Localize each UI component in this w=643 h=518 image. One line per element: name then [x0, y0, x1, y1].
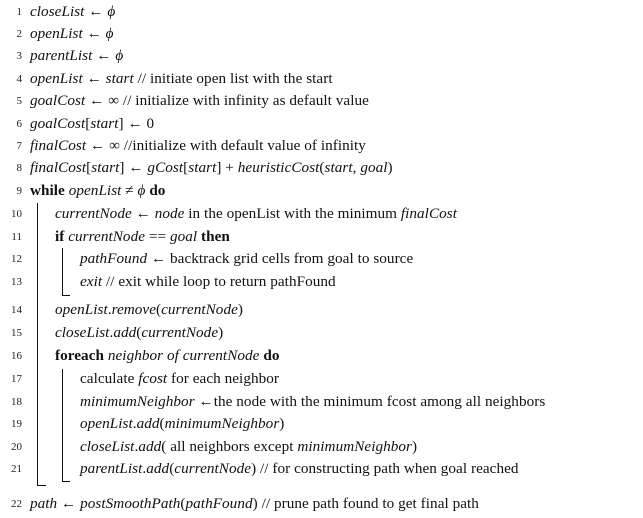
line-code: path ← postSmoothPath(pathFound) // prune path found to get final path [30, 495, 479, 512]
line-code: while openList ≠ ϕ do [30, 182, 166, 199]
line-code: openList.remove(currentNode) [55, 301, 243, 318]
line-number: 14 [11, 304, 22, 316]
line-code: closeList ← ϕ [30, 3, 116, 20]
foreach-scope-bar [62, 369, 63, 481]
line-code: goalCost[start] ← 0 [30, 115, 155, 132]
line-code: pathFound ← backtrack grid cells from goal to source [80, 250, 414, 267]
line-number: 6 [16, 118, 22, 130]
line-number: 10 [11, 208, 22, 220]
line-number: 1 [16, 6, 22, 18]
line-number: 21 [11, 463, 22, 475]
line-number: 5 [16, 95, 22, 107]
line-code: exit // exit while loop to return pathFound [80, 273, 336, 290]
line-code: minimumNeighbor ←the node with the minimum fcost among all neighbors [80, 393, 546, 410]
line-number: 3 [16, 50, 22, 62]
line-number: 15 [11, 327, 22, 339]
while-scope-end [37, 485, 46, 486]
line-code: openList.add(minimumNeighbor) [80, 415, 285, 432]
line-number: 12 [11, 253, 22, 265]
while-scope-bar [37, 203, 38, 485]
line-number: 19 [11, 418, 22, 430]
if-scope-end [62, 295, 70, 296]
line-code: goalCost ← ∞ // initialize with infinity as default value [30, 92, 369, 109]
line-number: 13 [11, 276, 22, 288]
foreach-scope-end [62, 481, 70, 482]
line-number: 7 [16, 140, 22, 152]
line-code: calculate fcost for each neighbor [80, 370, 280, 387]
line-number: 9 [16, 185, 22, 197]
line-code: if currentNode == goal then [55, 228, 230, 245]
line-number: 17 [11, 373, 22, 385]
line-code: parentList ← ϕ [30, 47, 124, 64]
line-number: 16 [11, 350, 22, 362]
line-number: 20 [11, 441, 22, 453]
line-number: 8 [16, 162, 22, 174]
line-code: foreach neighbor of currentNode do [55, 347, 280, 364]
line-code: parentList.add(currentNode) // for constructing path when goal reached [80, 460, 519, 477]
line-number: 4 [16, 73, 22, 85]
line-number: 11 [11, 231, 22, 243]
line-number: 22 [11, 498, 22, 510]
if-scope-bar [62, 248, 63, 295]
line-code: currentNode ← node in the openList with the minimum finalCost [55, 205, 458, 222]
line-code: closeList.add( all neighbors except minimumNeighbor) [80, 438, 418, 455]
line-number: 18 [11, 396, 22, 408]
line-code: openList ← start // initiate open list with the start [30, 70, 333, 87]
line-code: finalCost[start] ← gCost[start] + heuristicCost(start, goal) [30, 159, 393, 176]
line-code: finalCost ← ∞ //initialize with default value of infinity [30, 137, 366, 154]
line-code: openList ← ϕ [30, 25, 114, 42]
line-code: closeList.add(currentNode) [55, 324, 224, 341]
line-number: 2 [16, 28, 22, 40]
